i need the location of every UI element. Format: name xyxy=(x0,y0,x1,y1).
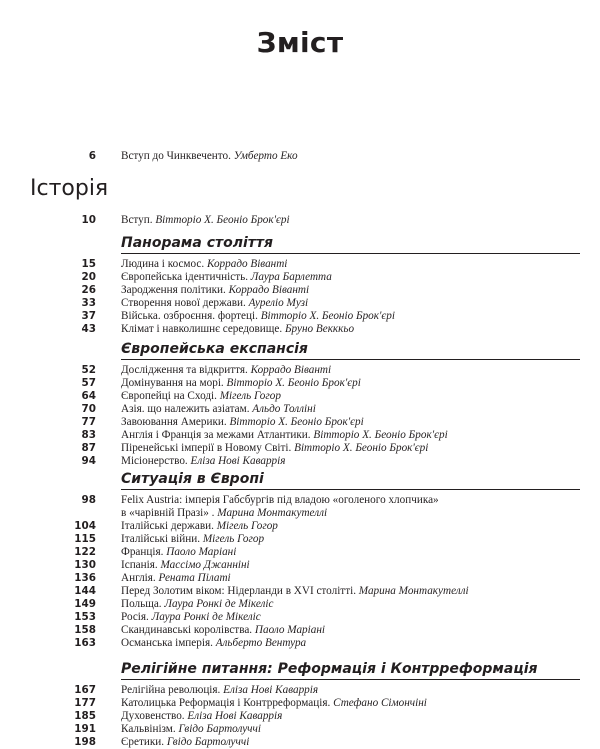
toc-entry[interactable] xyxy=(0,258,600,271)
entry-text xyxy=(121,736,580,749)
page-number: 144 xyxy=(74,585,96,597)
toc-entry[interactable] xyxy=(0,284,600,297)
entry-author: Альберто Вентура xyxy=(215,637,307,649)
entry-author: Марина Монтакутеллі xyxy=(358,585,469,597)
entry-title: Домінування на морі. xyxy=(121,377,227,389)
entry-title: в «чарівній Празі» . xyxy=(121,507,218,519)
entry-title: Дослідження та відкриття. xyxy=(121,364,251,376)
entry-title: Азія. що належить азіатам. xyxy=(121,403,253,415)
page-number: 153 xyxy=(74,611,96,623)
page-number: 158 xyxy=(74,624,96,636)
section-entries xyxy=(0,684,600,749)
page-number: 43 xyxy=(81,323,96,335)
page-number: 191 xyxy=(74,723,96,735)
entry-text xyxy=(121,624,580,637)
entry-author: Лаура Ронкі де Мікеліс xyxy=(164,598,274,610)
entry-title: Франція. xyxy=(121,546,167,558)
entry-text xyxy=(121,390,580,403)
entry-title: Людина і космос. xyxy=(121,258,207,270)
entry-author: Вітторіо Х. Беоніо Брок'єрі xyxy=(260,310,395,322)
entry-author: Альдо Толліні xyxy=(252,403,316,415)
entry-text xyxy=(121,598,580,611)
entry-author: Стефано Сімончіні xyxy=(333,697,427,709)
toc-entry[interactable] xyxy=(0,723,600,736)
entry-title: Польща. xyxy=(121,598,165,610)
page-number: 177 xyxy=(74,697,96,709)
page-number: 136 xyxy=(74,572,96,584)
page-number: 185 xyxy=(74,710,96,722)
page-number: 6 xyxy=(88,150,96,162)
toc-entry[interactable] xyxy=(0,624,600,637)
page-number: 149 xyxy=(74,598,96,610)
entry-text xyxy=(121,559,580,572)
entry-text xyxy=(121,697,580,710)
entry-author: Мігель Гогор xyxy=(216,520,278,532)
entry-title: Єретики. xyxy=(121,736,167,748)
toc-entry[interactable] xyxy=(0,297,600,310)
entry-author: Лаура Ронкі де Мікеліс xyxy=(151,611,261,623)
entry-text xyxy=(121,258,580,271)
page-number: 167 xyxy=(74,684,96,696)
entry-text xyxy=(121,364,580,377)
entry-author: Вітторіо Х. Беоніо Брок'єрі xyxy=(226,377,361,389)
entry-text xyxy=(121,533,580,546)
toc-entry[interactable] xyxy=(0,637,600,650)
toc-entry[interactable] xyxy=(0,697,600,710)
entry-text xyxy=(121,572,580,585)
entry-author: Еліза Нові Каваррія xyxy=(187,710,283,722)
entry-author: Марина Монтакутеллі xyxy=(217,507,328,519)
entry-title: Європейська ідентичність. xyxy=(121,271,251,283)
entry-author: Лаура Барлетта xyxy=(250,271,332,283)
page-number: 163 xyxy=(74,637,96,649)
entry-text xyxy=(121,455,580,468)
toc-entry-intro[interactable] xyxy=(0,150,600,164)
part-title: Історія xyxy=(30,176,109,201)
entry-title: Перед Золотим віком: Нідерланди в XVI столітті. xyxy=(121,585,359,597)
entry-author: Рената Пілаті xyxy=(158,572,231,584)
page-number: 122 xyxy=(74,546,96,558)
entry-text xyxy=(121,520,580,533)
entry-title: Війська. озброєння. фортеці. xyxy=(121,310,261,322)
entry-author: Гвідо Бартолуччі xyxy=(178,723,261,735)
entry-author: Бруно Векккьо xyxy=(284,323,355,335)
toc-entry[interactable] xyxy=(0,429,600,442)
page-number: 94 xyxy=(81,455,96,467)
entry-text xyxy=(121,284,580,297)
page-number: 52 xyxy=(81,364,96,376)
page-number: 37 xyxy=(81,310,96,322)
section-title: Ситуація в Європі xyxy=(121,471,264,487)
entry-author: Мігель Гогор xyxy=(219,390,281,402)
entry-text xyxy=(121,271,580,284)
toc-entry[interactable] xyxy=(0,533,600,546)
entry-text xyxy=(121,429,580,442)
entry-title: Скандинавські королівства. xyxy=(121,624,255,636)
toc-entry[interactable] xyxy=(0,507,600,520)
entry-author: Вітторіо Х. Беоніо Брок'єрі xyxy=(294,442,429,454)
toc-entry[interactable] xyxy=(0,416,600,429)
entry-title: Релігійна революція. xyxy=(121,684,224,696)
page-number: 15 xyxy=(81,258,96,270)
page-number: 98 xyxy=(81,494,96,506)
page-number: 26 xyxy=(81,284,96,296)
entry-text xyxy=(121,723,580,736)
toc-entry[interactable] xyxy=(0,585,600,598)
entry-text xyxy=(121,416,580,429)
page-number: 10 xyxy=(81,214,96,226)
entry-title: Felix Austria: імперія Габсбургів під владою «оголеного хлопчика» xyxy=(121,494,439,506)
toc-entry[interactable] xyxy=(0,520,600,533)
entry-text xyxy=(121,637,580,650)
section-divider xyxy=(121,359,580,360)
toc-entry[interactable] xyxy=(0,455,600,468)
page-number: 64 xyxy=(81,390,96,402)
entry-author: Ауреліо Музі xyxy=(248,297,309,309)
page-number: 104 xyxy=(74,520,96,532)
entry-author: Коррадо Віванті xyxy=(228,284,310,296)
entry-author: Мігель Гогор xyxy=(202,533,265,545)
toc-entry[interactable] xyxy=(0,598,600,611)
toc-entry[interactable] xyxy=(0,494,600,507)
entry-author: Массімо Джанніні xyxy=(160,559,250,571)
entry-text xyxy=(121,403,580,416)
section-divider xyxy=(121,489,580,490)
entry-text xyxy=(121,494,580,507)
page-number: 20 xyxy=(81,271,96,283)
entry-author: Гвідо Бартолуччі xyxy=(166,736,250,748)
toc-entry[interactable] xyxy=(0,364,600,377)
entry-title: Англія і Франція за межами Атлантики. xyxy=(121,429,314,441)
page-number: 57 xyxy=(81,377,96,389)
entry-title: Створення нової держави. xyxy=(121,297,249,309)
section-entries xyxy=(0,364,600,468)
page-number: 70 xyxy=(81,403,96,415)
entry-title: Духовенство. xyxy=(121,710,188,722)
toc-entry[interactable] xyxy=(0,403,600,416)
entry-title: Італійські держави. xyxy=(121,520,217,532)
page-number: 115 xyxy=(74,533,96,545)
toc-entry[interactable] xyxy=(0,736,600,749)
entry-text xyxy=(121,710,580,723)
page-number: 87 xyxy=(81,442,96,454)
entry-text xyxy=(121,297,580,310)
entry-title: Італійські війни. xyxy=(121,533,203,545)
section-entries xyxy=(0,258,600,336)
entry-title: Піренейські імперії в Новому Світі. xyxy=(121,442,295,454)
entry-title: Європейці на Сході. xyxy=(121,390,220,402)
toc-entry[interactable] xyxy=(0,546,600,559)
toc-entry[interactable] xyxy=(0,559,600,572)
toc-entry-part-intro[interactable] xyxy=(0,214,600,228)
page-number: 198 xyxy=(74,736,96,748)
entry-title: Османська імперія. xyxy=(121,637,216,649)
section-title: Панорама століття xyxy=(121,235,273,251)
entry-author: Паоло Маріані xyxy=(254,624,326,636)
toc-entry[interactable] xyxy=(0,710,600,723)
entry-author: Еліза Нові Каваррія xyxy=(223,684,319,696)
toc-entry[interactable] xyxy=(0,611,600,624)
toc-entry[interactable] xyxy=(0,310,600,323)
section-divider xyxy=(121,253,580,254)
toc-entry[interactable] xyxy=(0,442,600,455)
entry-title: Росія. xyxy=(121,611,152,623)
entry-text xyxy=(121,323,580,336)
toc-entry[interactable] xyxy=(0,377,600,390)
entry-text xyxy=(121,442,580,455)
entry-text xyxy=(121,377,580,390)
toc-entry[interactable] xyxy=(0,271,600,284)
entry-author: Паоло Маріані xyxy=(166,546,237,558)
toc-entry[interactable] xyxy=(0,390,600,403)
toc-entry[interactable] xyxy=(0,572,600,585)
page-title: Зміст xyxy=(256,26,344,59)
entry-author: Еліза Нові Каваррія xyxy=(190,455,286,467)
section-entries xyxy=(0,494,600,650)
entry-text xyxy=(121,507,580,520)
section-title: Релігійне питання: Реформація і Контрреформація xyxy=(121,661,538,677)
toc-entry[interactable] xyxy=(0,323,600,336)
entry-author: Коррадо Віванті xyxy=(206,258,288,270)
entry-title: Англія. xyxy=(121,572,159,584)
entry-text: Вступ до Чинквеченто. Умберто Еко xyxy=(121,150,298,162)
entry-title: Кальвінізм. xyxy=(121,723,179,735)
entry-author: Вітторіо Х. Беоніо Брок'єрі xyxy=(229,416,364,428)
page-number: 33 xyxy=(81,297,96,309)
entry-title: Зародження політики. xyxy=(121,284,229,296)
entry-title: Місіонерство. xyxy=(121,455,191,467)
section-title: Європейська експансія xyxy=(121,341,308,357)
entry-text: Вступ. Вітторіо Х. Беоніо Брок'єрі xyxy=(121,214,290,226)
entry-text xyxy=(121,585,580,598)
entry-text xyxy=(121,611,580,624)
toc-entry[interactable] xyxy=(0,684,600,697)
entry-author: Коррадо Віванті xyxy=(250,364,332,376)
entry-title: Клімат і навколишнє середовище. xyxy=(121,323,285,335)
entry-title: Католицька Реформація і Контрреформація. xyxy=(121,697,334,709)
page-number: 77 xyxy=(81,416,96,428)
page-number: 130 xyxy=(74,559,96,571)
entry-title: Іспанія. xyxy=(121,559,161,571)
section-divider xyxy=(121,679,580,680)
entry-text xyxy=(121,684,580,697)
page-number: 83 xyxy=(81,429,96,441)
entry-text xyxy=(121,310,580,323)
entry-title: Завоювання Америки. xyxy=(121,416,230,428)
entry-text xyxy=(121,546,580,559)
entry-author: Вітторіо Х. Беоніо Брок'єрі xyxy=(313,429,448,441)
